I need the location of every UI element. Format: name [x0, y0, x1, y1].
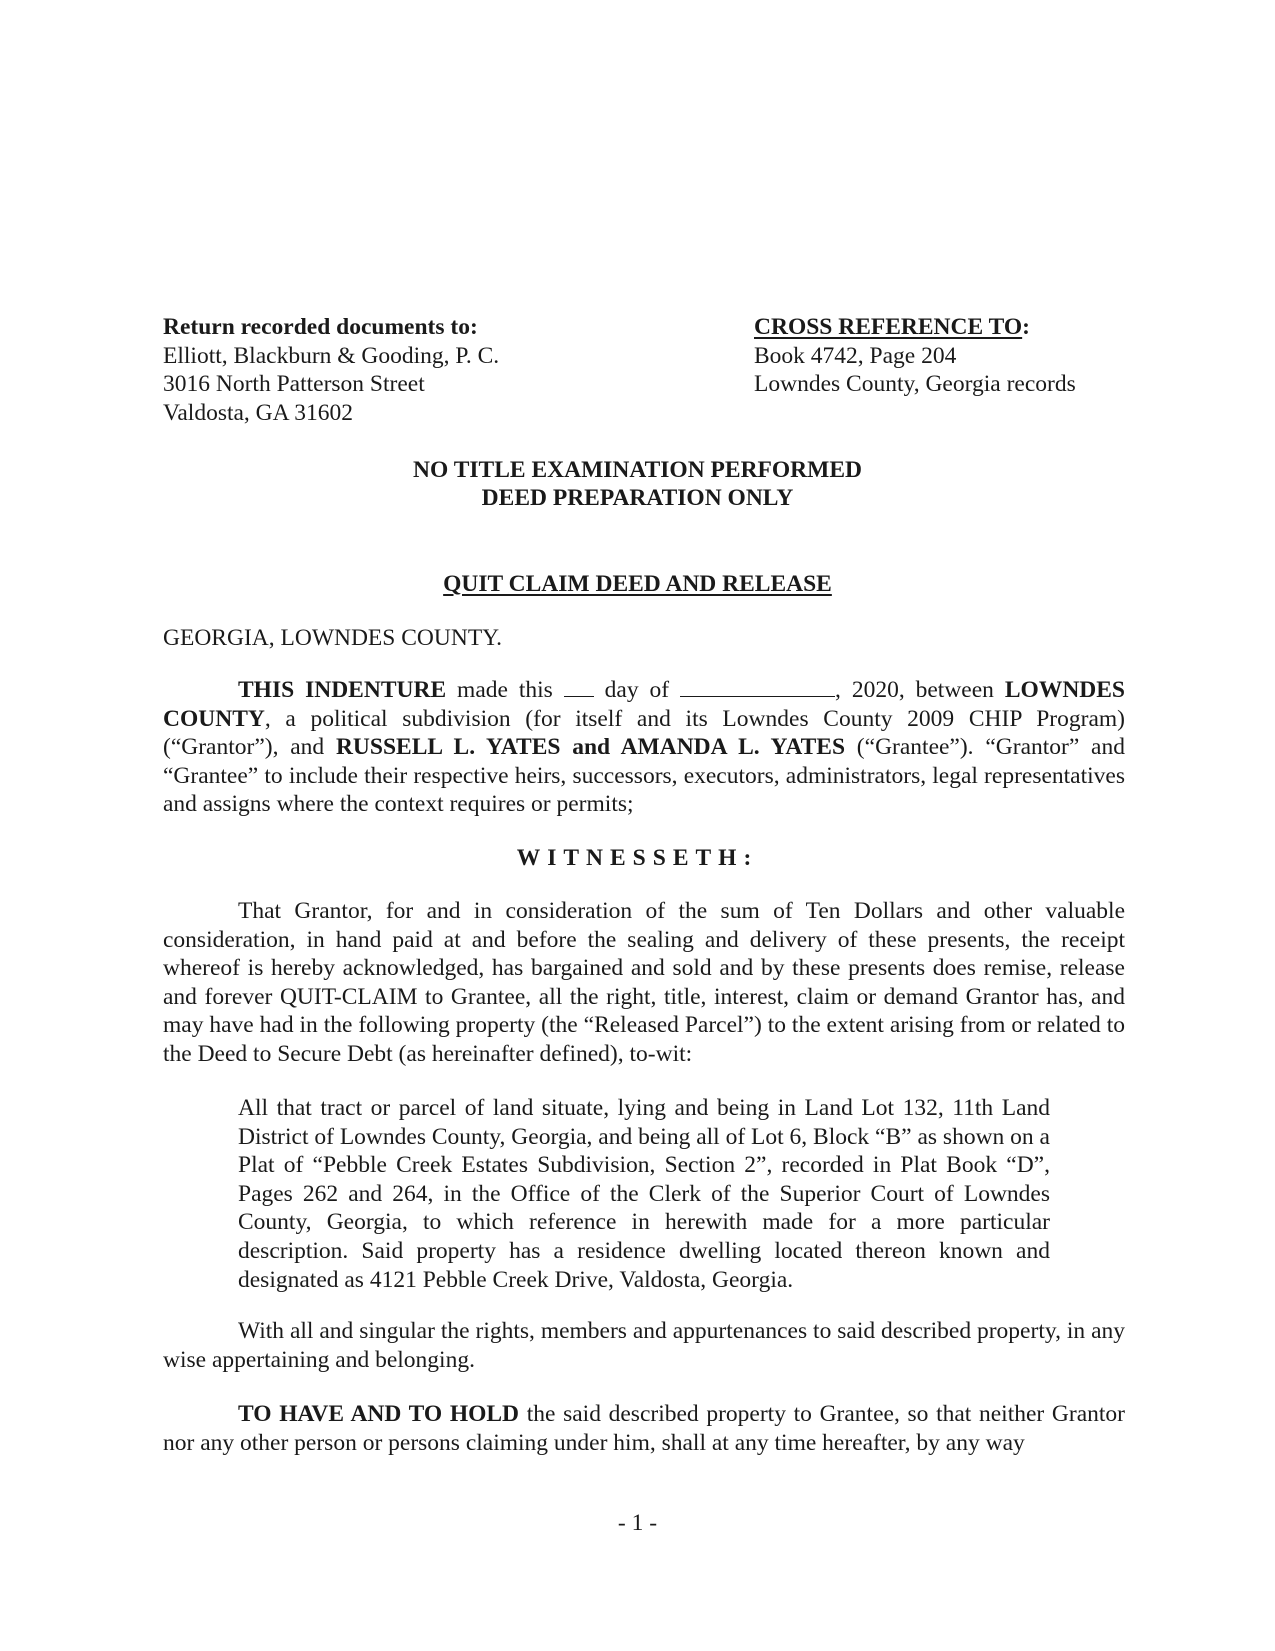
- jurisdiction-line: GEORGIA, LOWNDES COUNTY.: [163, 625, 502, 651]
- grantee-names: RUSSELL L. YATES and AMANDA L. YATES: [335, 734, 846, 761]
- page-number: - 1 -: [617, 1510, 658, 1536]
- indenture-made-this: made this: [446, 677, 564, 703]
- cross-reference-heading: [754, 313, 1076, 342]
- return-to-heading: Return recorded documents to:: [163, 314, 478, 340]
- cross-reference-colon: :: [1022, 314, 1030, 340]
- consideration-paragraph: That Grantor, for and in consideration of the sum of Ten Dollars and other valuable consideration, in hand paid at and before the sealing and delivery of these presents, the receipt whereof is hereby acknowledged, has bargained and sold and by these presents does remise, release and forever QUIT-CLAIM to Grantee, all the right, title, interest, claim or demand Grantor has, and may have had in the following property (the “Released Parcel”) to the extent arising from or related to the Deed to Secure Debt (as hereinafter defined), to-wit:: [163, 898, 1125, 1067]
- cross-reference-block: [754, 313, 1076, 399]
- notice-no-title-exam: NO TITLE EXAMINATION PERFORMED: [413, 457, 862, 483]
- day-blank-field[interactable]: [564, 678, 594, 697]
- habendum-rest: the said described property to Grantee, so that neither Grantor nor any other person or persons claiming under him, shall at any time hereafter, by any way: [163, 1401, 1125, 1456]
- cross-reference-heading-text: CROSS REFERENCE TO: [754, 314, 1023, 340]
- habendum-lead: TO HAVE AND TO HOLD: [238, 1401, 520, 1427]
- grantor-description: , a political subdivision (for itself and its Lowndes County 2009 CHIP Program) (“Grantor”), and: [163, 705, 1125, 761]
- indenture-lead: THIS INDENTURE: [238, 677, 447, 703]
- indenture-year: , 2020, between: [835, 677, 1005, 703]
- appurtenances-paragraph: With all and singular the rights, members and appurtenances to said described property, in any wise appertaining and belonging.: [163, 1318, 1125, 1373]
- notice-deed-prep-only: DEED PREPARATION ONLY: [481, 485, 794, 511]
- indenture-rest: (“Grantee”). “Grantor” and “Grantee” to include their respective heirs, successors, executors, administrators, legal representatives and assigns where the context requires or permits;: [163, 734, 1125, 818]
- cross-reference-book-page: Book 4742, Page 204: [754, 342, 957, 369]
- return-to-city: Valdosta, GA 31602: [163, 399, 353, 426]
- legal-description: All that tract or parcel of land situate, lying and being in Land Lot 132, 11th Land District of Lowndes County, Georgia, and being all of Lot 6, Block “B” as shown on a Plat of “Pebble Creek Estates Subdivision, Section 2”, recorded in Plat Book “D”, Pages 262 and 264, in the Office of the Clerk of the Superior Court of Lowndes County, Georgia, to which reference in herewith made for a more particular description. Said property has a residence dwelling located thereon known and designated as 4121 Pebble Creek Drive, Valdosta, Georgia.: [238, 1095, 1050, 1293]
- return-to-block: [163, 313, 499, 427]
- indenture-paragraph: [163, 676, 1125, 819]
- witnesseth-heading: WITNESSETH:: [516, 845, 759, 871]
- return-to-street: 3016 North Patterson Street: [163, 371, 425, 397]
- return-to-firm: Elliott, Blackburn & Gooding, P. C.: [163, 342, 500, 369]
- indenture-day-of: day of: [593, 677, 681, 703]
- month-blank-field[interactable]: [680, 678, 835, 697]
- grantor-name: LOWNDES COUNTY: [163, 677, 1125, 732]
- cross-reference-records: Lowndes County, Georgia records: [754, 371, 1076, 397]
- document-title-text: QUIT CLAIM DEED AND RELEASE: [443, 571, 832, 597]
- document-title: [0, 570, 1275, 599]
- habendum-paragraph: [163, 1400, 1125, 1457]
